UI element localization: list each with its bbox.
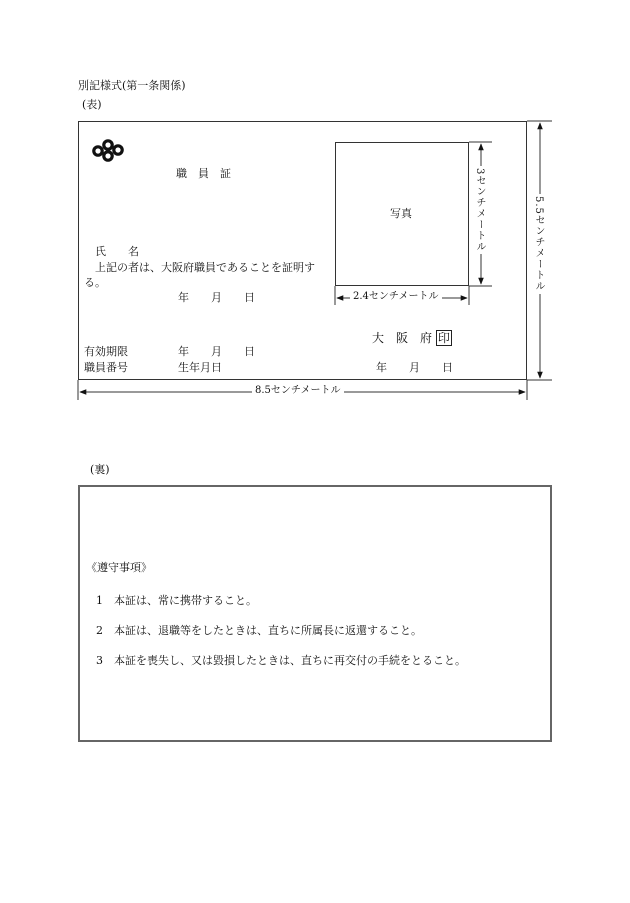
rules-title: 《遵守事項》 — [86, 561, 152, 574]
rule-item: 3 本証を喪失し、又は毀損したときは、直ちに再交付の手続をとること。 — [96, 654, 466, 667]
back-side-label: (裏) — [90, 463, 110, 476]
staff-number-label: 職員番号 — [84, 361, 128, 374]
certification-text-end: る。 — [84, 276, 106, 289]
photo-label: 写真 — [390, 207, 412, 220]
id-card-back — [78, 485, 552, 742]
certification-text: 上記の者は、大阪府職員であることを証明す — [95, 261, 315, 274]
card-title: 職 員 証 — [176, 167, 231, 180]
seal-stamp: 印 — [437, 331, 450, 345]
rule-item: 1 本証は、常に携帯すること。 — [96, 594, 257, 607]
issuer-date: 年 月 日 — [376, 361, 453, 374]
card-width-dimension: 8.5センチメートル — [252, 386, 344, 396]
issuer-name: 大 阪 府 印 — [372, 331, 450, 345]
photo-width-dimension: 2.4センチメートル — [350, 292, 442, 302]
validity-date: 年 月 日 — [178, 345, 255, 358]
name-label: 氏 名 — [95, 245, 139, 258]
validity-label: 有効期限 — [84, 345, 128, 358]
photo-height-dimension: 3センチメートル — [474, 168, 485, 253]
rule-item: 2 本証は、退職等をしたときは、直ちに所属長に返還すること。 — [96, 624, 422, 637]
issue-date: 年 月 日 — [178, 291, 255, 304]
card-height-dimension: 5.5センチメートル — [533, 196, 544, 292]
form-title: 別記様式(第一条関係) — [78, 79, 186, 92]
birth-date-label: 生年月日 — [178, 361, 222, 374]
front-side-label: (表) — [82, 98, 102, 111]
